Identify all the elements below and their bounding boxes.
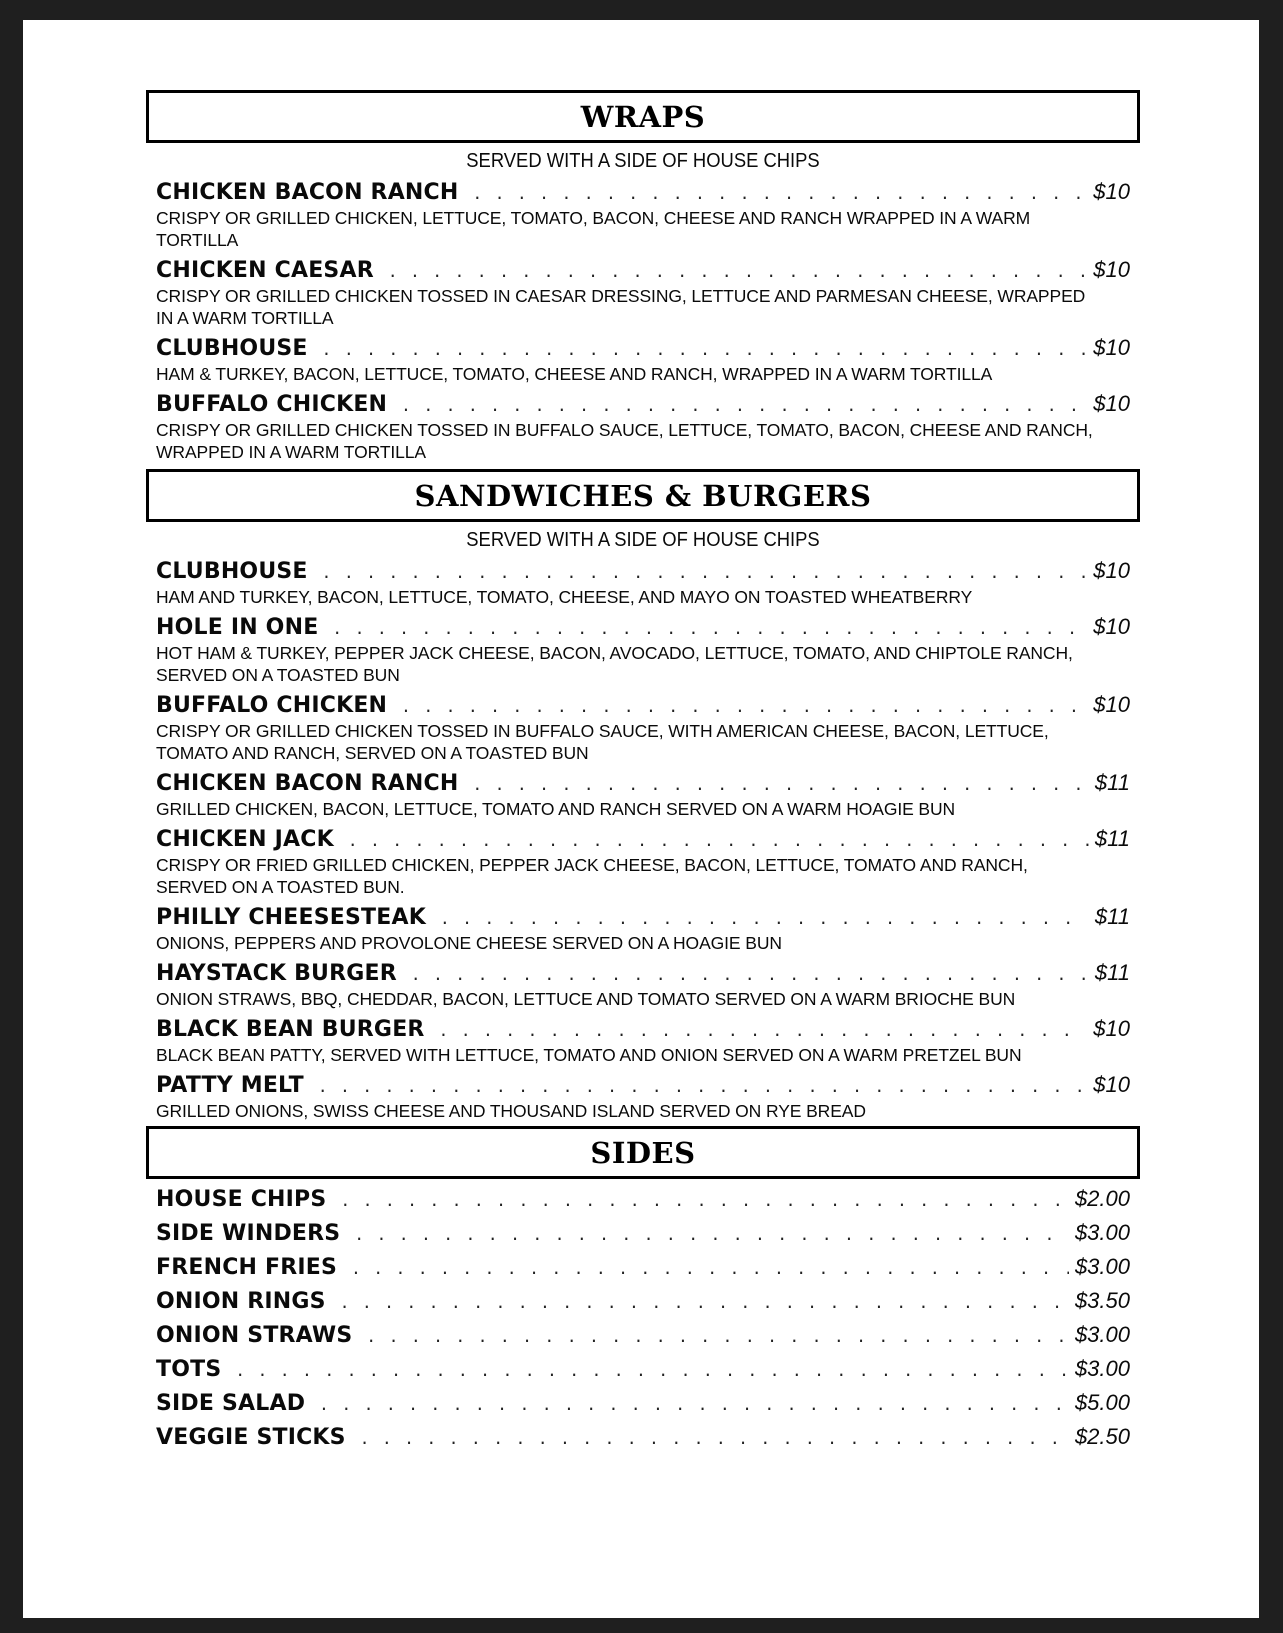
menu-item <box>156 1072 1130 1122</box>
dot-leader <box>439 1021 1088 1040</box>
item-description: HOT HAM & TURKEY, PEPPER JACK CHEESE, BACON, AVOCADO, LETTUCE, TOMATO, AND CHIPTOLE RANCH, SERVED ON A TOASTED BUN <box>156 643 1073 685</box>
dot-leader <box>354 1225 1069 1244</box>
item-price: $10 <box>1093 614 1130 639</box>
item-price: $5.00 <box>1074 1390 1130 1415</box>
sides-list <box>146 1186 1140 1451</box>
item-price: $10 <box>1093 179 1130 204</box>
menu-item <box>156 770 1130 820</box>
item-name: CHICKEN BACON RANCH <box>156 180 459 205</box>
item-name: PHILLY CHEESESTEAK <box>156 905 426 930</box>
item-description: CRISPY OR GRILLED CHICKEN TOSSED IN CAESAR DRESSING, LETTUCE AND PARMESAN CHEESE, WRAPPED IN A WARM TORTILLA <box>156 286 1086 328</box>
dot-leader <box>360 1429 1069 1448</box>
dot-leader <box>440 909 1089 928</box>
dot-leader <box>322 563 1088 582</box>
item-name: HOLE IN ONE <box>156 615 319 640</box>
item-price: $10 <box>1093 558 1130 583</box>
dot-leader <box>340 1293 1069 1312</box>
item-price: $10 <box>1093 1016 1130 1041</box>
item-name: FRENCH FRIES <box>156 1255 338 1280</box>
item-name: TOTS <box>156 1357 222 1382</box>
menu-item <box>156 558 1130 608</box>
menu-item <box>156 1356 1130 1383</box>
item-description: HAM & TURKEY, BACON, LETTUCE, TOMATO, CHEESE AND RANCH, WRAPPED IN A WARM TORTILLA <box>156 364 993 384</box>
item-price: $10 <box>1093 391 1130 416</box>
dot-leader <box>351 1259 1069 1278</box>
dot-leader <box>473 184 1088 203</box>
dot-leader <box>348 831 1089 850</box>
section-header-sides <box>146 1126 1140 1179</box>
section-title: SIDES <box>590 1135 696 1170</box>
item-name: CHICKEN JACK <box>156 827 334 852</box>
dot-leader <box>235 1361 1069 1380</box>
menu-item <box>156 1186 1130 1213</box>
item-price: $11 <box>1094 826 1130 851</box>
section-title: WRAPS <box>580 99 706 134</box>
dot-leader <box>401 697 1087 716</box>
item-name: CHICKEN CAESAR <box>156 258 374 283</box>
item-price: $3.00 <box>1074 1254 1130 1279</box>
dot-leader <box>401 396 1087 415</box>
menu-item <box>156 1390 1130 1417</box>
item-name: VEGGIE STICKS <box>156 1425 346 1450</box>
menu-item <box>156 960 1130 1010</box>
menu-item <box>156 1322 1130 1349</box>
section-title: SANDWICHES & BURGERS <box>414 478 872 513</box>
item-name: PATTY MELT <box>156 1073 304 1098</box>
item-name: CHICKEN BACON RANCH <box>156 771 459 796</box>
item-description: HAM AND TURKEY, BACON, LETTUCE, TOMATO, CHEESE, AND MAYO ON TOASTED WHEATBERRY <box>156 587 973 607</box>
menu-item <box>156 614 1130 686</box>
item-name: CLUBHOUSE <box>156 336 308 361</box>
dot-leader <box>340 1191 1069 1210</box>
item-name: ONION STRAWS <box>156 1323 353 1348</box>
item-name: BLACK BEAN BURGER <box>156 1017 425 1042</box>
section-header-sandwiches <box>146 469 1140 522</box>
item-price: $2.50 <box>1074 1424 1130 1449</box>
menu-item <box>156 1254 1130 1281</box>
menu-item <box>156 257 1130 329</box>
menu-item <box>156 692 1130 764</box>
item-name: BUFFALO CHICKEN <box>156 693 388 718</box>
item-description: CRISPY OR FRIED GRILLED CHICKEN, PEPPER JACK CHEESE, BACON, LETTUCE, TOMATO AND RANCH, SERVED ON A TOASTED BUN. <box>156 855 1028 897</box>
item-price: $3.00 <box>1074 1220 1130 1245</box>
item-price: $3.00 <box>1074 1356 1130 1381</box>
item-name: SIDE SALAD <box>156 1391 306 1416</box>
item-name: HAYSTACK BURGER <box>156 961 397 986</box>
menu-item <box>156 391 1130 463</box>
item-description: GRILLED ONIONS, SWISS CHEESE AND THOUSAND ISLAND SERVED ON RYE BREAD <box>156 1101 866 1121</box>
menu-item <box>156 179 1130 251</box>
item-price: $2.00 <box>1074 1186 1130 1211</box>
dot-leader <box>318 1077 1087 1096</box>
item-price: $10 <box>1093 692 1130 717</box>
menu-item <box>156 1288 1130 1315</box>
dot-leader <box>388 262 1087 281</box>
item-name: CLUBHOUSE <box>156 559 308 584</box>
item-price: $10 <box>1093 1072 1130 1097</box>
item-price: $10 <box>1093 257 1130 282</box>
item-description: CRISPY OR GRILLED CHICKEN TOSSED IN BUFFALO SAUCE, LETTUCE, TOMATO, BACON, CHEESE AND RANCH, WRAPPED IN A WARM TORTILLA <box>156 420 1093 462</box>
dot-leader <box>411 965 1089 984</box>
dot-leader <box>473 775 1089 794</box>
item-name: BUFFALO CHICKEN <box>156 392 388 417</box>
item-price: $3.00 <box>1074 1322 1130 1347</box>
dot-leader <box>319 1395 1069 1414</box>
item-description: CRISPY OR GRILLED CHICKEN TOSSED IN BUFFALO SAUCE, WITH AMERICAN CHEESE, BACON, LETTUCE, TOMATO AND RANCH, SERVED ON A TOASTED BUN <box>156 721 1049 763</box>
menu-item <box>156 1424 1130 1451</box>
menu-item <box>156 904 1130 954</box>
menu-page <box>23 20 1259 1618</box>
item-price: $11 <box>1094 960 1130 985</box>
item-price: $3.50 <box>1074 1288 1130 1313</box>
item-name: HOUSE CHIPS <box>156 1187 327 1212</box>
item-description: ONIONS, PEPPERS AND PROVOLONE CHEESE SERVED ON A HOAGIE BUN <box>156 933 782 953</box>
menu-item <box>156 1016 1130 1066</box>
item-name: SIDE WINDERS <box>156 1221 341 1246</box>
item-description: GRILLED CHICKEN, BACON, LETTUCE, TOMATO AND RANCH SERVED ON A WARM HOAGIE BUN <box>156 799 956 819</box>
item-description: ONION STRAWS, BBQ, CHEDDAR, BACON, LETTUCE AND TOMATO SERVED ON A WARM BRIOCHE BUN <box>156 989 1016 1009</box>
dot-leader <box>366 1327 1069 1346</box>
dot-leader <box>322 340 1088 359</box>
item-description: CRISPY OR GRILLED CHICKEN, LETTUCE, TOMATO, BACON, CHEESE AND RANCH WRAPPED IN A WARM TORTILLA <box>156 208 1031 250</box>
wraps-list <box>146 179 1140 463</box>
item-price: $11 <box>1094 770 1130 795</box>
menu-item <box>156 1220 1130 1247</box>
item-description: BLACK BEAN PATTY, SERVED WITH LETTUCE, TOMATO AND ONION SERVED ON A WARM PRETZEL BUN <box>156 1045 1022 1065</box>
menu-content <box>146 90 1140 1451</box>
menu-item <box>156 335 1130 385</box>
sandwiches-list <box>146 558 1140 1122</box>
item-price: $10 <box>1093 335 1130 360</box>
item-price: $11 <box>1094 904 1130 929</box>
item-name: ONION RINGS <box>156 1289 326 1314</box>
dot-leader <box>332 619 1087 638</box>
menu-item <box>156 826 1130 898</box>
section-subtitle: SERVED WITH A SIDE OF HOUSE CHIPS <box>466 150 820 172</box>
section-header-wraps <box>146 90 1140 143</box>
section-subtitle: SERVED WITH A SIDE OF HOUSE CHIPS <box>466 529 820 551</box>
